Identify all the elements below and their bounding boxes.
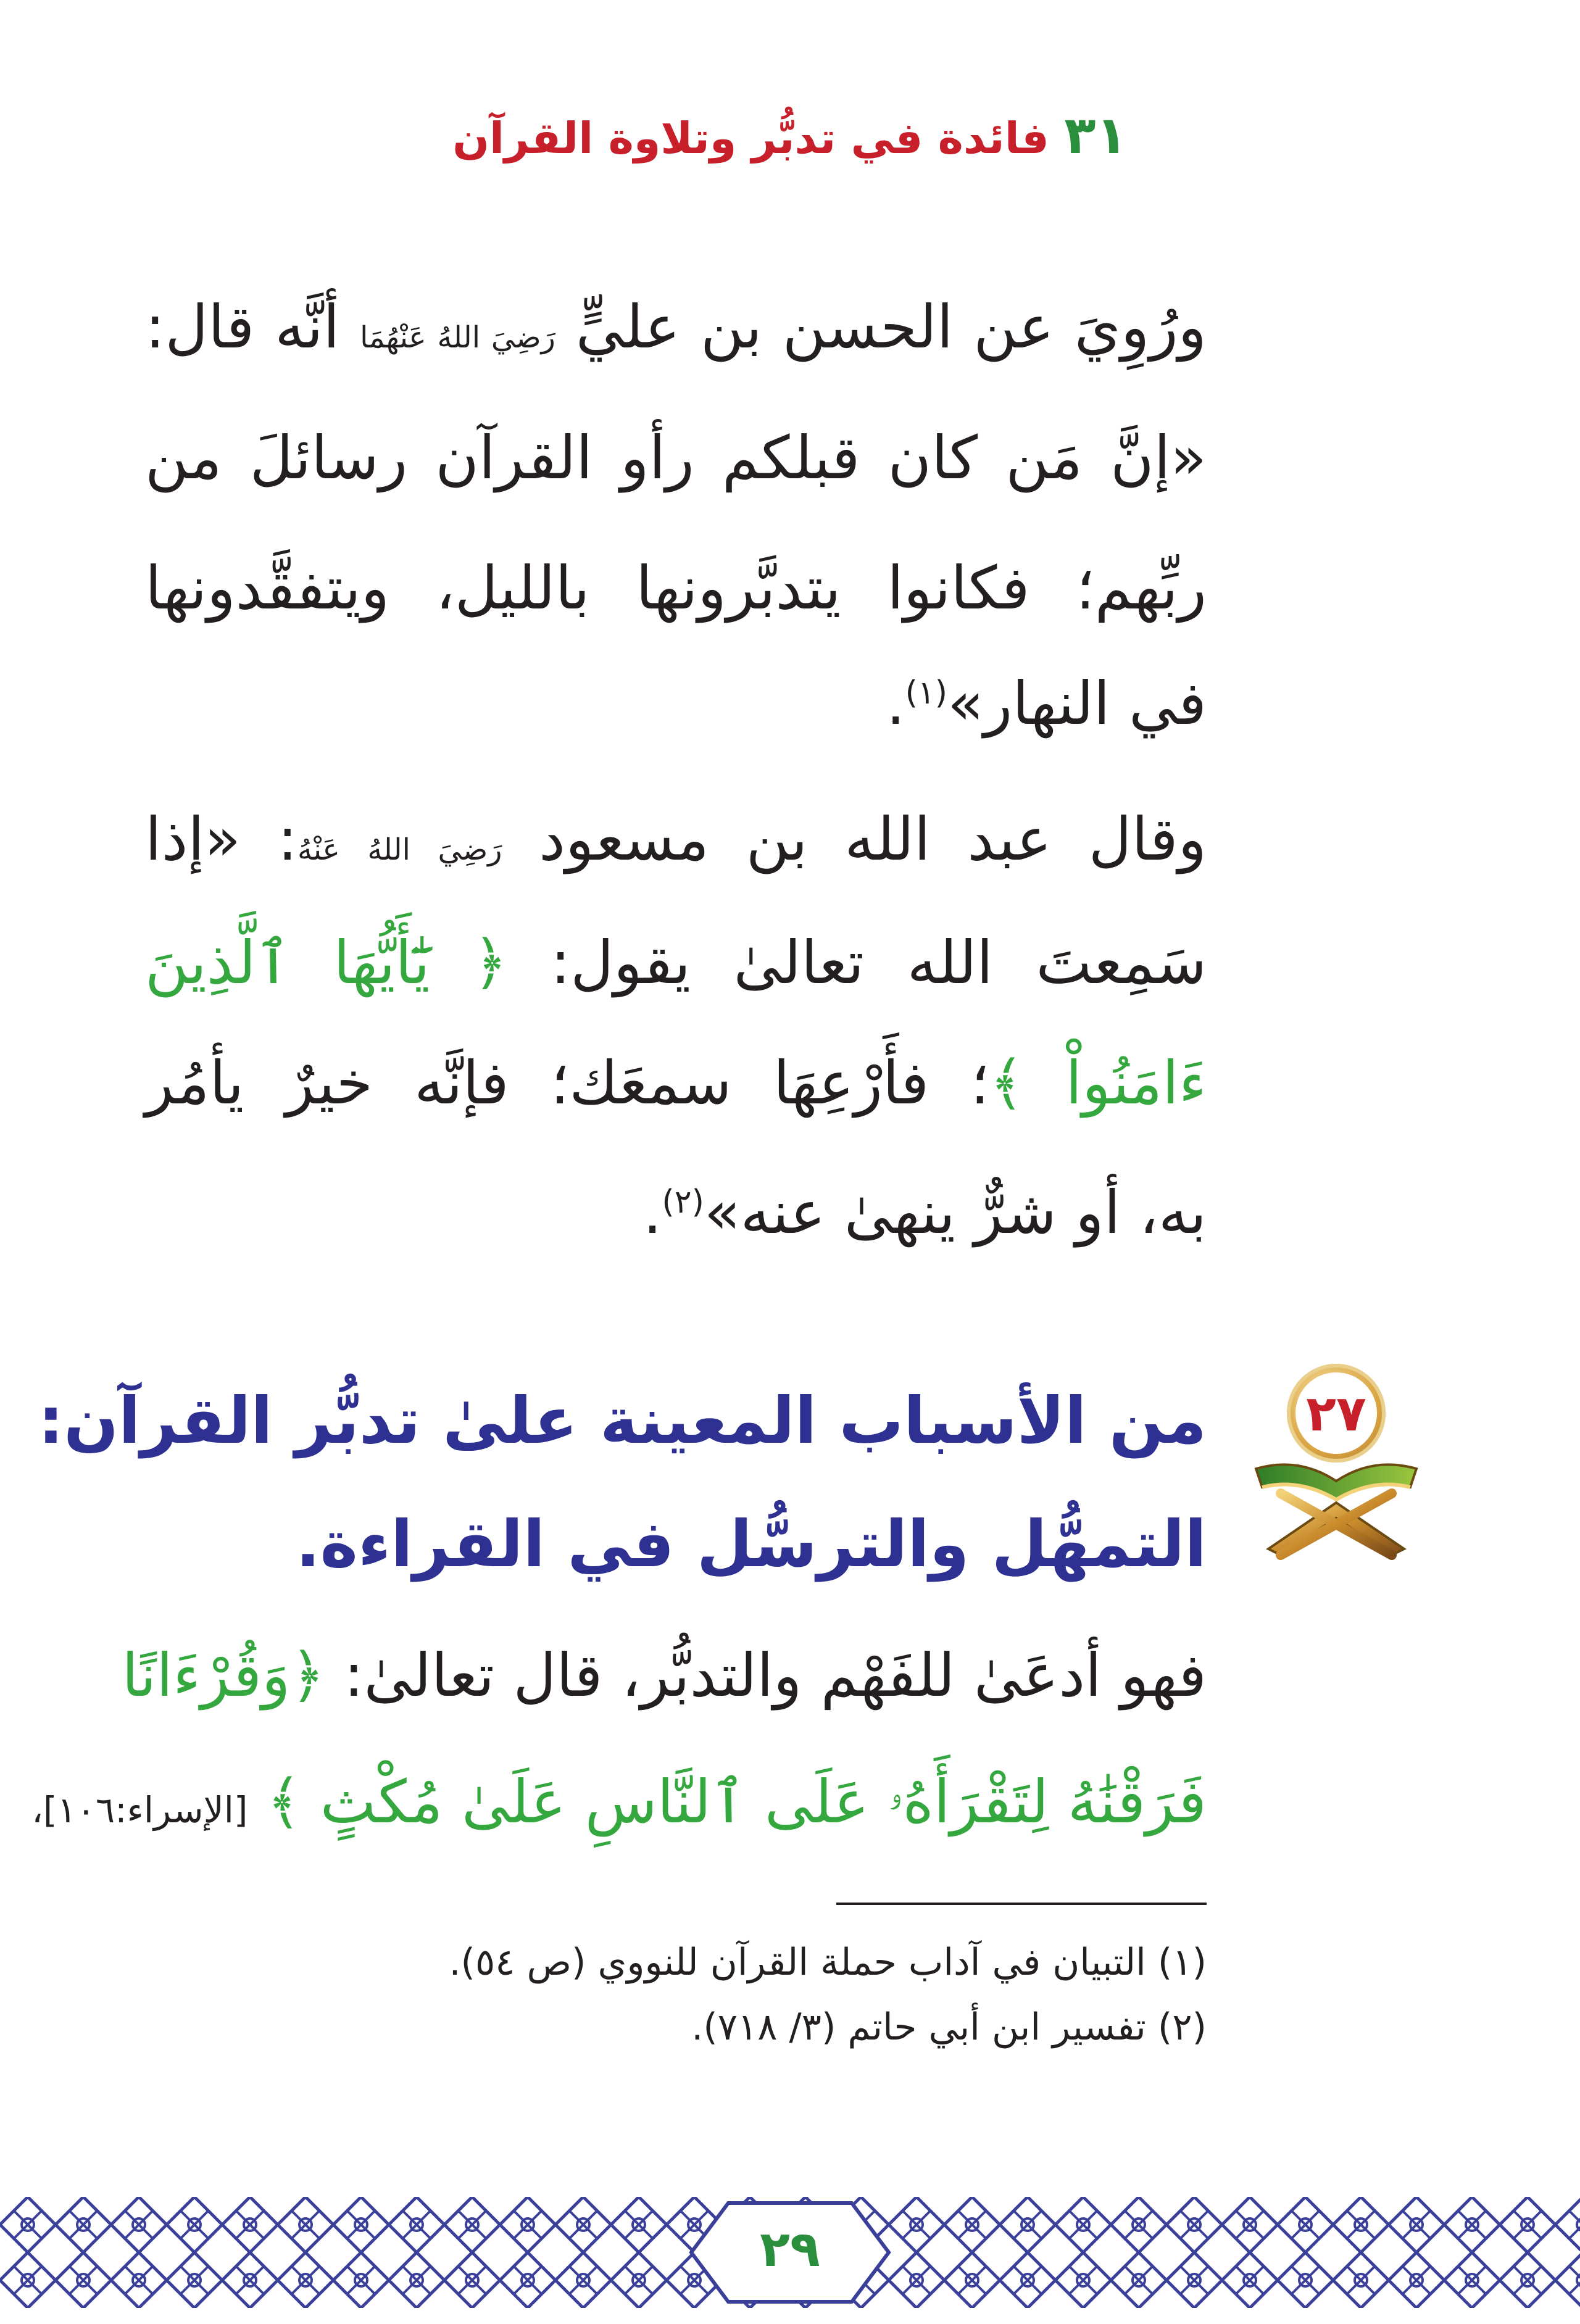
para1-line2: «إنَّ مَن كان قبلكم رأو القرآن رسائلَ من [145,423,1207,492]
text-span: ؛ فأَرْعِهَا سمعَك؛ فإنَّه خيرٌ يأمُر [145,1048,989,1118]
badge-number: ٢٧ [1295,1372,1377,1454]
quran-verse: ﴿وَقُرْءَانًا [122,1641,325,1710]
text-span: وقال عبد الله بن مسعود [539,805,1207,874]
text-span: : «إذا [145,805,297,874]
running-head [0,105,1580,165]
para2-line1 [145,802,1207,887]
text-span: به، أو شرٌّ ينهىٰ عنه» [704,1178,1207,1247]
quran-verse: فَرَقْنَٰهُ لِتَقْرَأَهُۥ عَلَى ٱلنَّاسِ عَلَىٰ مُكْثٍ ﴾ [266,1767,1207,1836]
page-number: ٢٩ [728,2215,852,2283]
text-span: . [642,1178,662,1247]
section-heading-line1: من الأسباب المعينة علىٰ تدبُّر القرآن: [38,1383,1207,1458]
text-span: ورُوِيَ عن الحسن بن عليٍّ [575,293,1207,362]
quran-verse: ﴿ يَٰٓأَيُّهَا ٱلَّذِينَ [145,928,508,997]
para3-line2 [31,1765,1207,1847]
section-badge [1244,1364,1429,1567]
section-heading-line2: التمهُّل والترسُّل في القراءة. [296,1506,1207,1582]
running-head-title: فائدة في تدبُّر وتلاوة القرآن [452,113,1049,164]
para1-line4 [145,666,1207,741]
text-span: سَمِعتَ الله تعالىٰ يقول: [550,928,1207,997]
book-stand-icon [1244,1444,1429,1567]
honorific: رَضِيَ اللهُ عَنْهُمَا [360,320,555,355]
para3-line1 [122,1638,1207,1712]
text-span: . [886,669,905,738]
para2-line4 [145,1176,1207,1250]
text-span: أنَّه قال: [145,293,340,362]
honorific: رَضِيَ اللهُ عَنْهُ [297,832,502,867]
text-span: فهو أدعَىٰ للفَهْم والتدبُّر، قال تعالىٰ: [344,1641,1207,1710]
running-head-number: ٣١ [1064,105,1128,165]
text-span: في النهار» [947,669,1207,738]
para1-line3: ربِّهم؛ فكانوا يتدبَّرونها بالليل، ويتفقَّدونها [145,554,1207,623]
footnote-ref-2: (٢) [662,1184,704,1221]
footnote-ref-1: (١) [905,674,948,712]
footnote-1: (١) التبيان في آداب حملة القرآن للنووي (ص ٥٤). [449,1941,1207,1984]
para2-line3 [145,1046,1207,1120]
para2-line2 [145,926,1207,1000]
footnote-2: (٢) تفسير ابن أبي حاتم (٣/ ٧١٨). [691,2006,1207,2049]
para1-line1 [145,290,1207,375]
footnote-divider [836,1903,1207,1905]
verse-reference: [الإسراء:١٠٦]، [31,1789,248,1831]
quran-verse: ءَامَنُواْ ﴾ [989,1048,1207,1118]
